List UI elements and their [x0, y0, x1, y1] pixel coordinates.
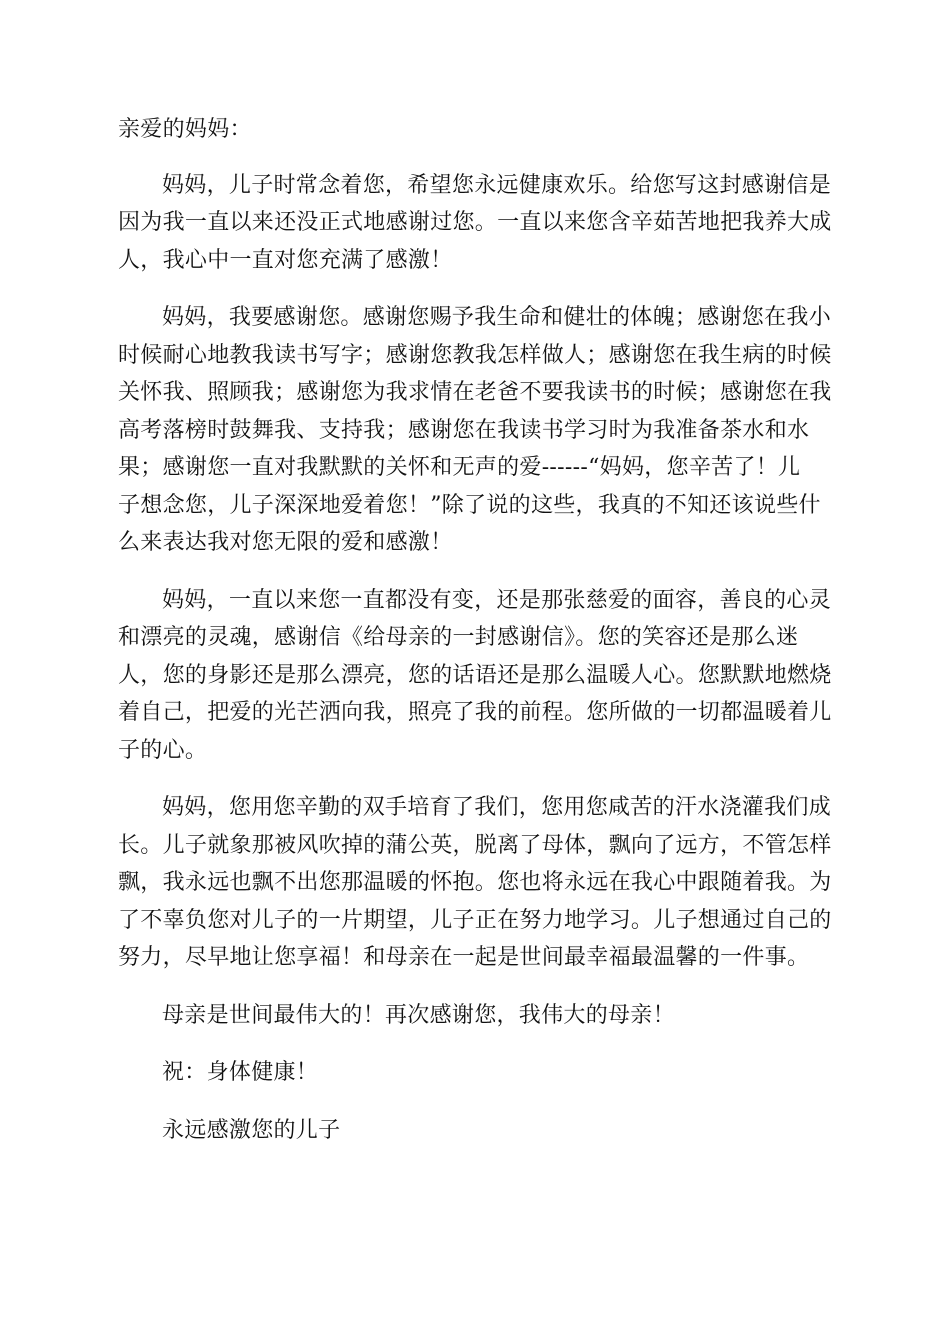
paragraph-line: 子的心。 — [118, 737, 208, 763]
paragraph-line: 高考落榜时鼓舞我、支持我；感谢您在我读书学习时为我准备茶水和水 — [118, 417, 810, 443]
paragraph-line: 妈妈，儿子时常念着您，希望您永远健康欢乐。给您写这封感谢信是 — [162, 172, 832, 198]
paragraph-line: 妈妈，一直以来您一直都没有变，还是那张慈爱的面容，善良的心灵 — [162, 587, 832, 613]
paragraph-line: 妈妈，我要感谢您。感谢您赐予我生命和健壮的体魄；感谢您在我小 — [162, 305, 832, 330]
paragraph-line: 关怀我、照顾我；感谢您为我求情在老爸不要我读书的时候；感谢您在我 — [118, 380, 832, 405]
paragraph-line: 么来表达我对您无限的爱和感激！ — [118, 530, 453, 555]
paragraph-line: 时候耐心地教我读书写字；感谢您教我怎样做人；感谢您在我生病的时候 — [118, 342, 832, 368]
paragraph-line: 飘，我永远也飘不出您那温暖的怀抱。您也将永远在我心中跟随着我。为 — [118, 870, 832, 895]
paragraph-line: 子想念您，儿子深深地爱着您！”除了说的这些，我真的不知还该说些什 — [118, 492, 821, 518]
paragraph-line: 长。儿子就象那被风吹掉的蒲公英，脱离了母体，飘向了远方，不管怎样 — [118, 832, 832, 858]
paragraph-line: 人，您的身影还是那么漂亮，您的话语还是那么温暖人心。您默默地燃烧 — [118, 662, 832, 688]
paragraph-4 — [118, 789, 836, 977]
letter-page — [118, 111, 836, 1149]
paragraph-line: 了不辜负您对儿子的一片期望，儿子正在努力地学习。儿子想通过自己的 — [118, 907, 832, 933]
paragraph-line: 和漂亮的灵魂，感谢信《给母亲的一封感谢信》。您的笑容还是那么迷 — [118, 625, 799, 650]
paragraph-line: 人，我心中一直对您充满了感激！ — [118, 247, 453, 273]
signature: 永远感激您的儿子 — [162, 1117, 341, 1143]
paragraph-line: 果；感谢您一直对我默默的关怀和无声的爱------“妈妈，您辛苦了！儿 — [118, 455, 801, 480]
paragraph-1 — [118, 167, 836, 280]
closing-line: 母亲是世间最伟大的！再次感谢您，我伟大的母亲！ — [162, 1002, 675, 1028]
salutation: 亲爱的妈妈： — [118, 117, 252, 142]
wish-line: 祝：身体健康！ — [162, 1060, 319, 1085]
paragraph-2 — [118, 299, 836, 562]
paragraph-line: 因为我一直以来还没正式地感谢过您。一直以来您含辛茹苦地把我养大成 — [118, 210, 832, 235]
paragraph-3 — [118, 582, 836, 770]
paragraph-line: 着自己，把爱的光芒洒向我，照亮了我的前程。您所做的一切都温暖着儿 — [118, 700, 832, 725]
paragraph-line: 努力，尽早地让您享福！和母亲在一起是世间最幸福最温馨的一件事。 — [118, 945, 810, 970]
paragraph-line: 妈妈，您用您辛勤的双手培育了我们，您用您咸苦的汗水浇灌我们成 — [162, 795, 832, 820]
